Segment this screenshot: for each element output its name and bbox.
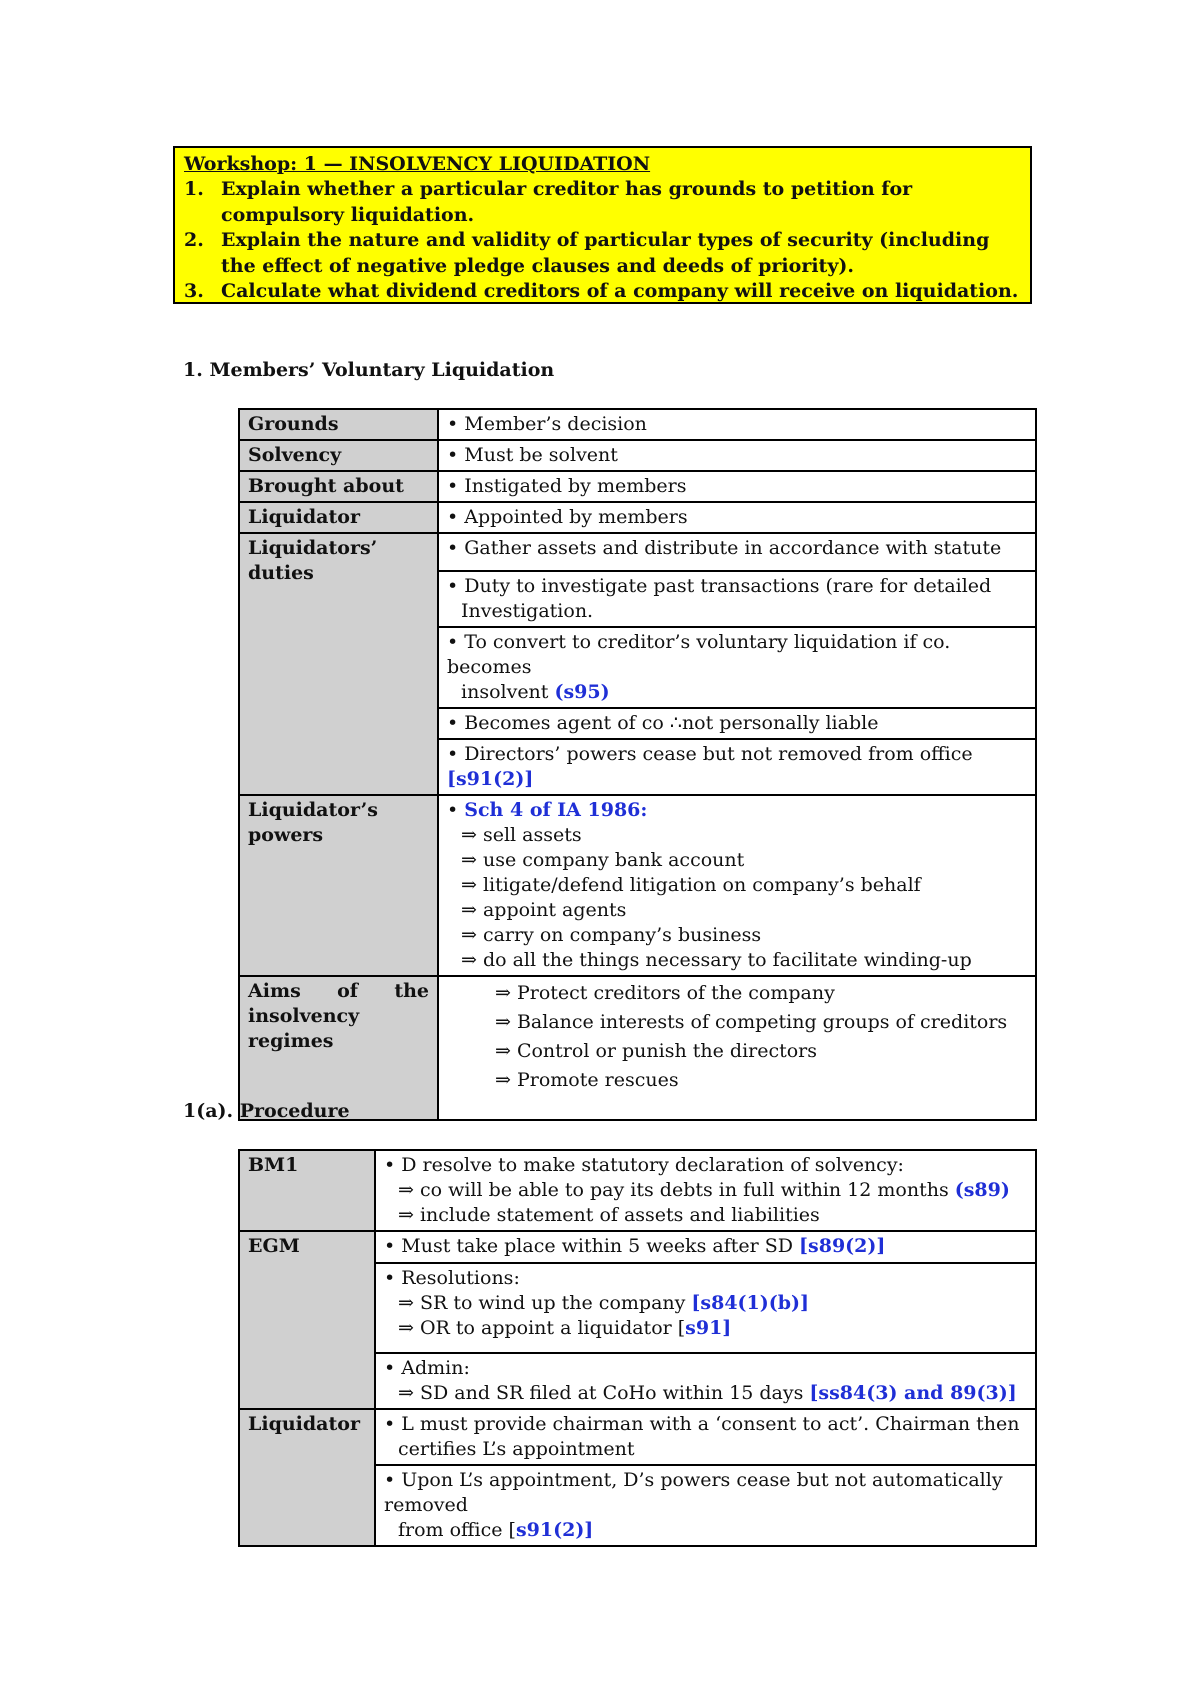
statute-ref: [s84(1)(b)] — [691, 1292, 810, 1314]
row-value: • Becomes agent of co ∴not personally liable — [438, 708, 1036, 739]
row-value: • Gather assets and distribute in accordance with statute — [438, 533, 1036, 571]
row-label: Liquidator — [239, 502, 438, 533]
row-value: • Duty to investigate past transactions (rare for detailed Investigation. — [438, 571, 1036, 627]
row-value: • Instigated by members — [438, 471, 1036, 502]
table-row — [239, 502, 1036, 533]
statute-ref: [ss84(3) and 89(3)] — [809, 1382, 1017, 1404]
statute-ref: s91(2)] — [515, 1519, 594, 1541]
row-value: • Appointed by members — [438, 502, 1036, 533]
row-label: BM1 — [239, 1150, 375, 1231]
statute-ref: s91] — [685, 1317, 732, 1339]
objective-item: 2. Explain the nature and validity of particular types of security (including the effect of negative pledge clauses and deeds of priority). — [184, 229, 990, 277]
row-label: Liquidators’ duties — [239, 533, 438, 795]
row-value: • Sch 4 of IA 1986: ⇒ sell assets ⇒ use company bank account ⇒ litigate/defend litigation on company’s behalf ⇒ appoint agents ⇒ carry on company’s business ⇒ do all the things necessary to facilitate winding-up — [438, 795, 1036, 976]
procedure-table — [238, 1149, 1037, 1547]
table-row — [239, 1409, 1036, 1465]
row-value: • To convert to creditor’s voluntary liquidation if co. becomes insolvent (s95) — [438, 627, 1036, 708]
statute-ref: [s89(2)] — [799, 1235, 886, 1257]
row-value: ⇒ Protect creditors of the company ⇒ Balance interests of competing groups of creditors ⇒ Control or punish the directors ⇒ Promote rescues — [438, 976, 1036, 1120]
table-row — [239, 409, 1036, 440]
table-row — [239, 533, 1036, 571]
statute-ref: (s95) — [554, 681, 610, 703]
workshop-title: Workshop: 1 — INSOLVENCY LIQUIDATION — [184, 153, 651, 175]
table-row — [239, 471, 1036, 502]
row-label: EGM — [239, 1231, 375, 1409]
objective-item: 1. Explain whether a particular creditor has grounds to petition for compulsory liquidation. — [184, 178, 913, 226]
objectives-list — [184, 177, 1021, 305]
objective-item: 3. Calculate what dividend creditors of a company will receive on liquidation. — [184, 280, 1019, 302]
row-label: Liquidator’s powers — [239, 795, 438, 976]
row-label: Brought about — [239, 471, 438, 502]
table-row — [239, 795, 1036, 976]
section-heading-mvl: 1. Members’ Voluntary Liquidation — [183, 359, 555, 381]
row-value: • Admin: ⇒ SD and SR filed at CoHo within 15 days [ss84(3) and 89(3)] — [375, 1353, 1036, 1409]
row-value: • L must provide chairman with a ‘consent to act’. Chairman then certifies L’s appointment — [375, 1409, 1036, 1465]
row-value: • Resolutions: ⇒ SR to wind up the company [s84(1)(b)] ⇒ OR to appoint a liquidator [s91] — [375, 1263, 1036, 1353]
table-row — [239, 1231, 1036, 1263]
row-label: Grounds — [239, 409, 438, 440]
table-row — [239, 440, 1036, 471]
row-value: • Upon L’s appointment, D’s powers cease but not automatically removed from office [s91(2)] — [375, 1465, 1036, 1546]
table-row — [239, 976, 1036, 1120]
row-value: • Must take place within 5 weeks after SD [s89(2)] — [375, 1231, 1036, 1263]
statute-ref: [s91(2)] — [447, 768, 534, 790]
row-value: • D resolve to make statutory declaration of solvency: ⇒ co will be able to pay its debts in full within 12 months (s89) ⇒ include statement of assets and liabilities — [375, 1150, 1036, 1231]
statute-ref: (s89) — [954, 1179, 1010, 1201]
mvl-table — [238, 408, 1037, 1121]
row-value: • Directors’ powers cease but not removed from office [s91(2)] — [438, 739, 1036, 795]
statute-ref: Sch 4 of IA 1986: — [464, 799, 648, 821]
row-value: • Member’s decision — [438, 409, 1036, 440]
row-label: Solvency — [239, 440, 438, 471]
row-value: • Must be solvent — [438, 440, 1036, 471]
workshop-objectives-box — [173, 146, 1032, 304]
row-label: Aims of the insolvency regimes — [239, 976, 438, 1120]
table-row — [239, 1150, 1036, 1231]
section-heading-procedure: 1(a). Procedure — [183, 1100, 350, 1122]
row-label: Liquidator — [239, 1409, 375, 1546]
